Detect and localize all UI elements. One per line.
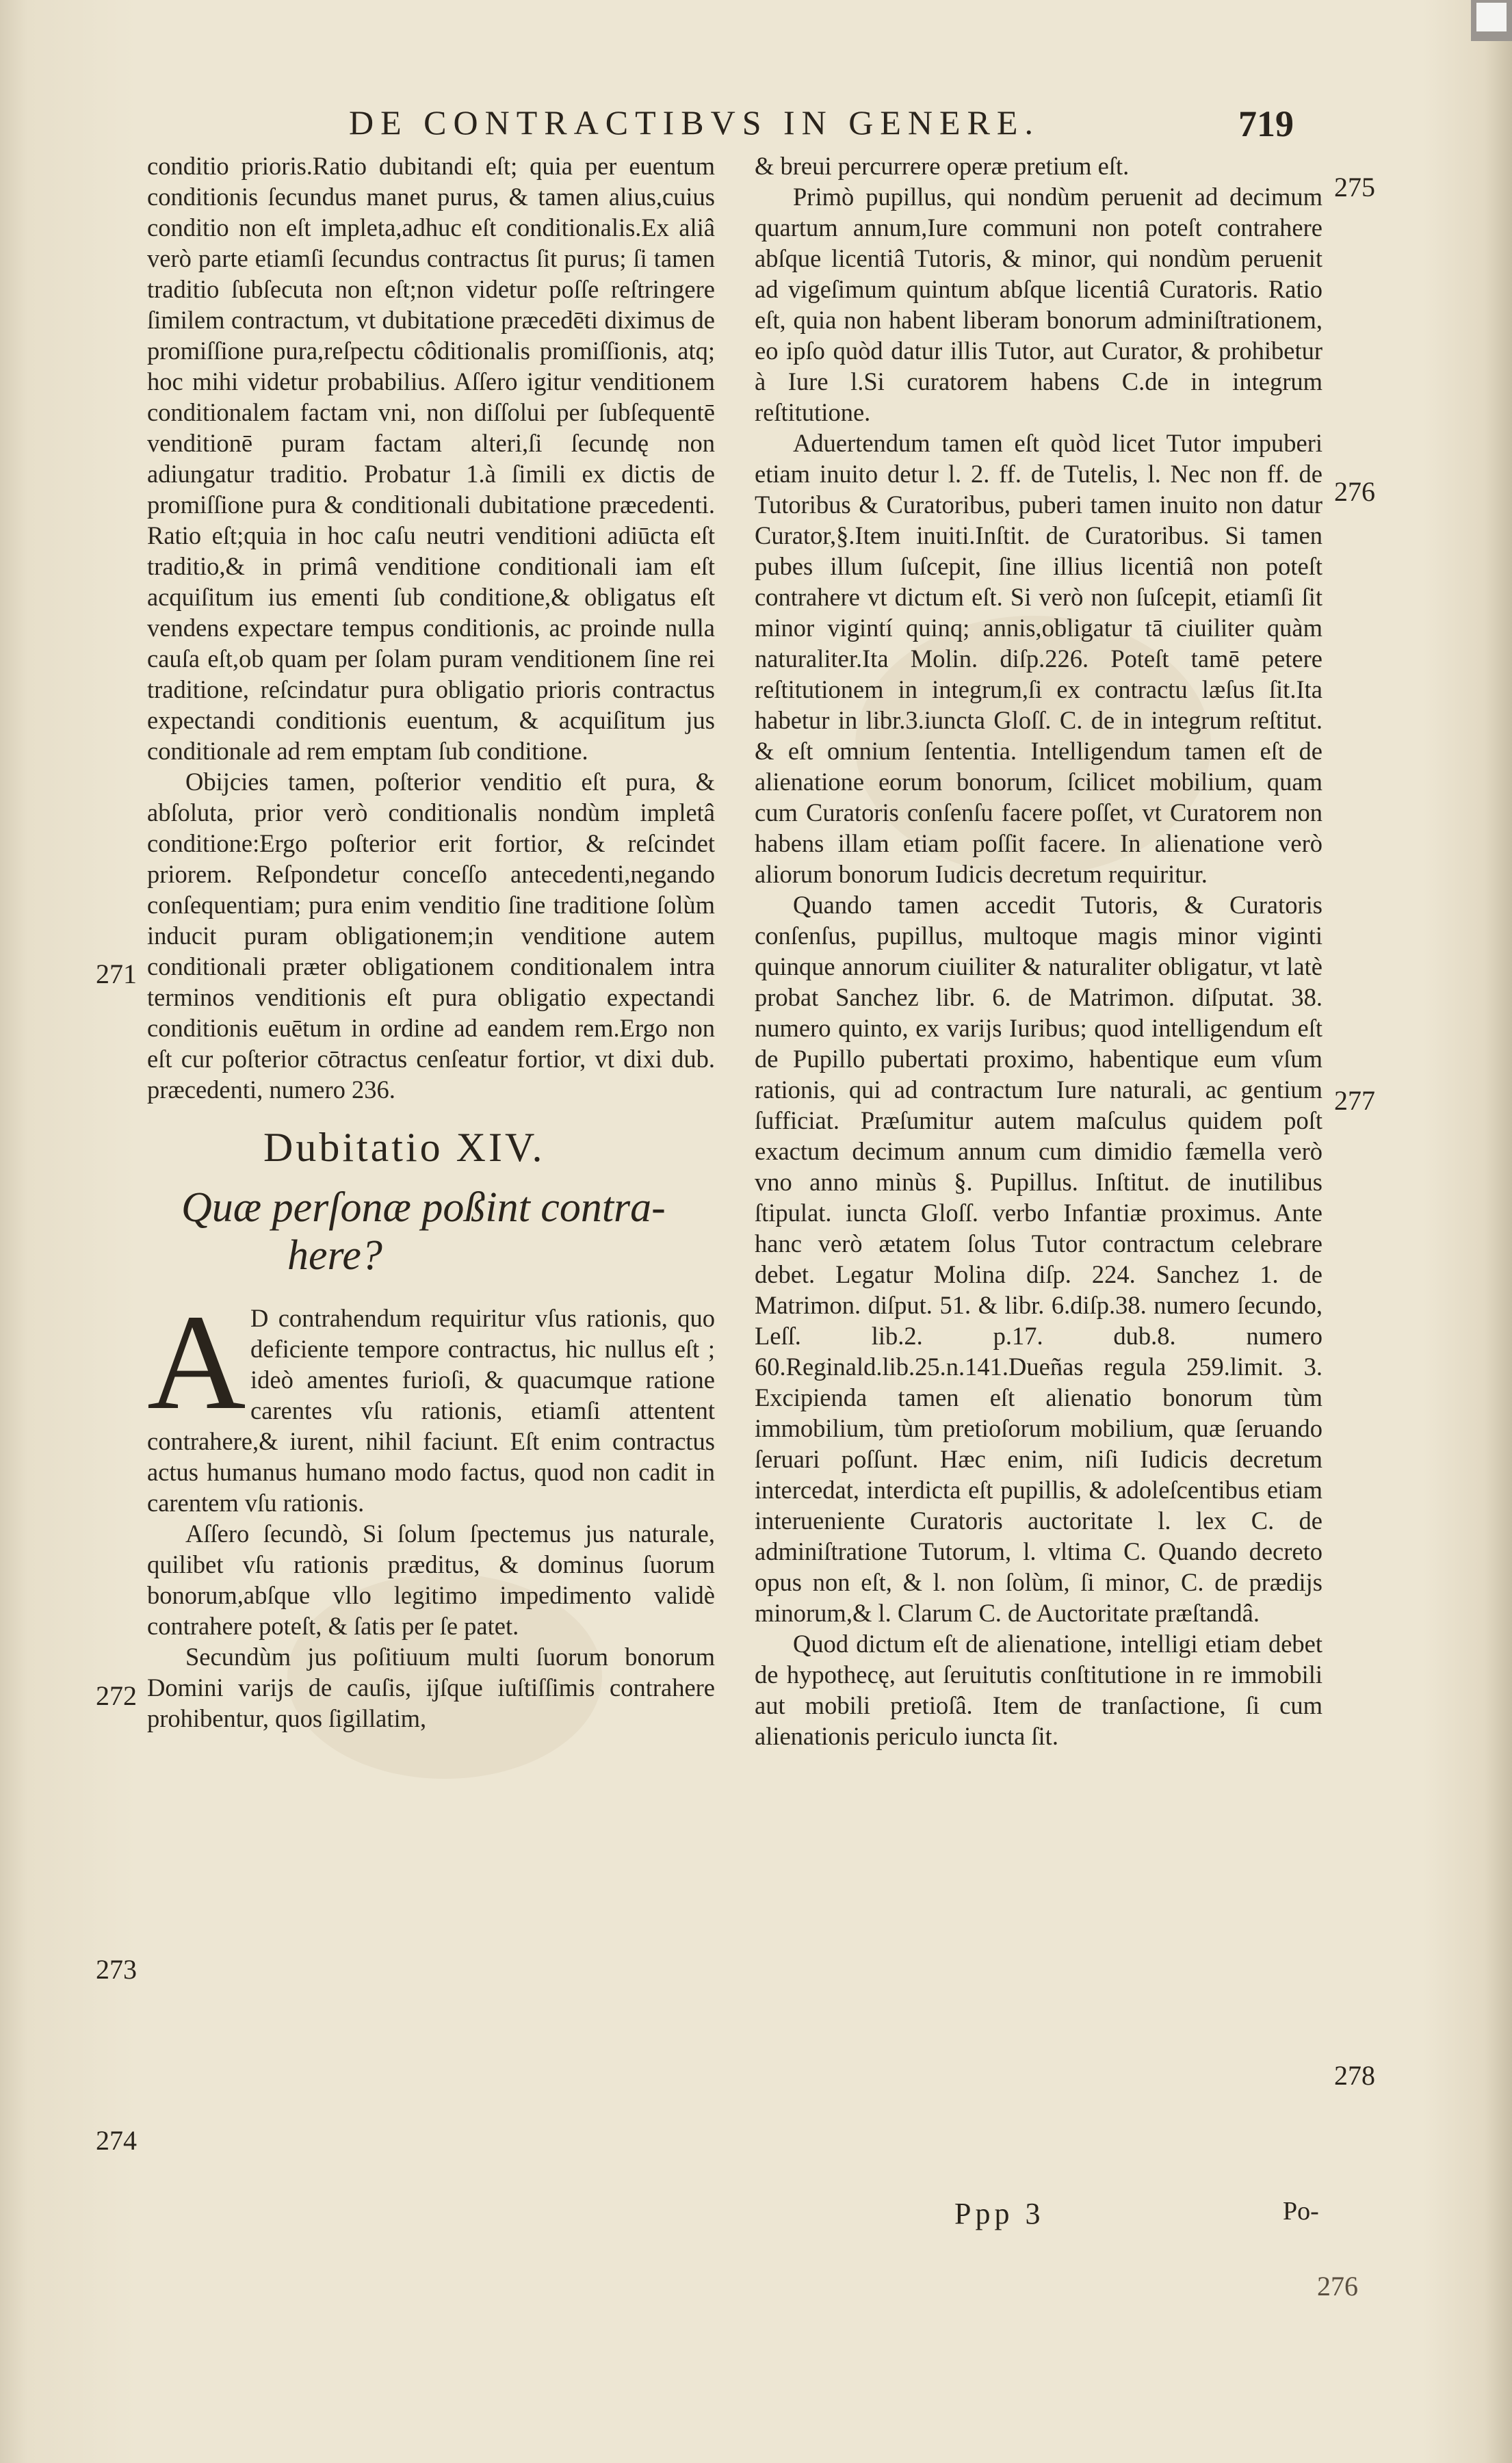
- margin-number: 277: [1334, 1085, 1375, 1116]
- paragraph: Aſſero ſecundò, Si ſolum ſpectemus jus naturale, quilibet vſu rationis præditus, & dominus ſuorum bonorum,abſque vllo legitimo impedimento validè contrahere poteſt, & ſatis per ſe patet.: [147, 1520, 715, 1640]
- paragraph: Primò pupillus, qui nondùm peruenit ad decimum quartum annum,Iure communi non poteſt contrahere abſque licentiâ Tutoris, & minor, qui nondùm peruenit ad vigeſimum quintum abſque licentiâ Curatoris. Ratio eſt, quia non habent liberam bonorum adminiſtrationem, eo ipſo quòd datur illis Tutor, aut Curator, & prohibetur à Iure l.Si curatorem habens C.de in integrum reſtitutione.: [755, 183, 1322, 426]
- paragraph: Quando tamen accedit Tutoris, & Curatoris conſenſus, pupillus, multoque magis minor viginti quinque annorum ciuiliter & naturaliter obligatur, vt latè probat Sanchez libr. 6. de Matrimon. diſputat. 38. numero quinto, ex varijs Iuribus; quod intelligendum eſt de Pupillo pubertati proximo, habentique eum vſum rationis, qui ad contractum Iure naturali, ac gentium ſufficiat. Præſumitur autem maſculus quidem poſt exactum decimum annum cum dimidio fæmella verò vno anno minùs §. Pupillus. Inſtitut. de inutilibus ſtipulat. iuncta Gloſſ. verbo Infantiæ proximus. Ante hanc verò ætatem ſolus Tutor contractum celebrare debet. Legatur Molina diſp. 224. Sanchez 1. de Matrimon. diſput. 51. & libr. 6.diſp.38. numero ſecundo, Leſſ. lib.2. p.17. dub.8. numero 60.Reginald.lib.25.n.141.Dueñas regula 259.limit. 3. Excipienda tamen eſt alienatio bonorum tùm immobilium, tùm pretioſorum mobilium, quæ ſeruando ſeruari poſſunt. Hæc enim, niſi Iudicis decretum intercedat, interdicta eſt pupillis, & adoleſcentibus etiam interueniente Curatoris auctoritate l. lex C. de adminiſtratione Tutorum, l. vltima C. Quando decreto opus non eſt, & l. non ſolùm, ſi minor, C. de prædijs minorum,& l. Clarum C. de Auctoritate præſtandâ.: [755, 891, 1322, 1627]
- paragraph: Quod dictum eſt de alienatione, intelligi etiam debet de hypothecę, aut ſeruitutis conſtitutione in re immobili aut mobili pretioſâ. Item de tranſactione, ſi cum alienationis periculo iuncta ſit.: [755, 1630, 1322, 1750]
- paragraph: & breui percurrere operæ pretium eſt.: [755, 152, 1130, 180]
- margin-number: 272: [96, 1680, 137, 1711]
- signature-mark: Ppp 3: [954, 2197, 1045, 2230]
- page-number: 719: [1238, 103, 1294, 144]
- margin-number: 273: [96, 1954, 137, 1985]
- question-line: here?: [287, 1232, 382, 1279]
- section-title: Dubitatio XIV.: [263, 1125, 545, 1170]
- paragraph-text: D contrahendum requiritur vſus rationis, quo deficiente tempore contractus, hic nullus eſt ; ideò amentes furioſi, & quacumque ratione carentes vſu rationis, etiamſi attentent contrahere,& iurent, nihil faciunt. Eſt enim contractus actus humanus humano modo factus, quod non cadit in carentem vſu rationis.: [147, 1304, 715, 1517]
- question-heading: [181, 1184, 715, 1279]
- handwritten-number: 276: [1317, 2271, 1358, 2302]
- margin-number: 271: [96, 959, 137, 989]
- paragraph: [147, 1287, 715, 1518]
- margin-number: 276: [1334, 476, 1375, 507]
- question-line: Quæ perſonæ poßint contra-: [181, 1184, 666, 1231]
- paragraph: Obijcies tamen, poſterior venditio eſt pura, & abſoluta, prior verò conditionalis nondùm impletâ conditione:Ergo poſterior erit fortior, & reſcindet priorem. Reſpondetur conceſſo antecedenti,negando conſequentiam; pura enim venditio ſine traditione ſolùm inducit puram obligationem;in venditione autem conditionali præter obligationem conditionalem intra terminos venditionis eſt pura obligatio expectandi conditionis euētum in ordine ad eandem rem.Ergo non eſt cur poſterior cōtractus cenſeatur fortior, vt dixi dub. præcedenti, numero 236.: [147, 768, 715, 1104]
- left-column: [147, 151, 715, 1734]
- running-head: DE CONTRACTIBVS IN GENERE.: [349, 103, 1040, 142]
- paragraph: Secundùm jus poſitiuum multi ſuorum bonorum Domini varijs de cauſis, ijſque iuſtiſſimis contrahere prohibentur, quos ſigillatim,: [147, 1643, 715, 1732]
- drop-cap: A: [147, 1287, 246, 1438]
- margin-number: 275: [1334, 172, 1375, 203]
- right-column: [755, 151, 1322, 1751]
- margin-number: 274: [96, 2125, 137, 2156]
- paragraph: conditio prioris.Ratio dubitandi eſt; quia per euentum conditionis ſecundus manet purus, & tamen alius,cuius conditio non eſt impleta,adhuc eſt conditionalis.Ex aliâ verò parte etiamſi ſecundus contractus ſit purus; ſi tamen traditio ſubſecuta non eſt;non videtur poſſe reſtringere ſimilem contractum, vt dubitatione præcedēti diximus de promiſſione pura,reſpectu côditionalis promiſſionis, atq; hoc mihi videtur probabilius. Aſſero igitur venditionem conditionalem factam vni, non diſſolui per ſubſequentē venditionē puram factam alteri,ſi ſecundę non adiungatur traditio. Probatur 1.à ſimili ex dictis de promiſſione pura & conditionali dubitatione præcedenti. Ratio eſt;quia in hoc caſu neutri venditioni adiūcta eſt traditio,& in primâ venditione conditionali iam eſt acquiſitum ius ementi ſub conditione,& obligatus eſt vendens expectare tempus conditionis, ac proinde nulla cauſa eſt,ob quam per ſolam puram venditionem ſine rei traditione, reſcindatur pura obligatio prioris contractus expectandi conditionis euentum, & acquiſitum jus conditionale ad rem emptam ſub conditione.: [147, 152, 715, 765]
- margin-number: 278: [1334, 2060, 1375, 2091]
- scan-corner-inner: [1476, 3, 1507, 31]
- paragraph: Aduertendum tamen eſt quòd licet Tutor impuberi etiam inuito detur l. 2. ff. de Tutelis, l. Nec non ff. de Tutoribus & Curatoribus, puberi tamen inuito non datur Curator,§.Item inuiti.Inſtit. de Curatoribus. Si tamen pubes illum ſuſcepit, ſine illius licentiâ non poteſt contrahere vt dictum eſt. Si verò non ſuſcepit, etiamſi ſit minor vigintí quinq; annis,obligatur tā ciuiliter quàm naturaliter.Ita Molin. diſp.226. Poteſt tamē petere reſtitutionem in integrum,ſi ex contractu læſus ſit.Ita habetur in libr.3.iuncta Gloſſ. C. de in integrum reſtitut. & eſt omnium ſententia. Intelligendum tamen eſt de alienatione eorum bonorum, ſcilicet mobilium, quam cum Curatoris conſenſu facere poſſet, vt Curatorem non habens illam etiam poſſit facere. In alienatione verò aliorum bonorum Iudicis decretum requiritur.: [755, 429, 1322, 888]
- catchword: Po-: [1283, 2197, 1319, 2226]
